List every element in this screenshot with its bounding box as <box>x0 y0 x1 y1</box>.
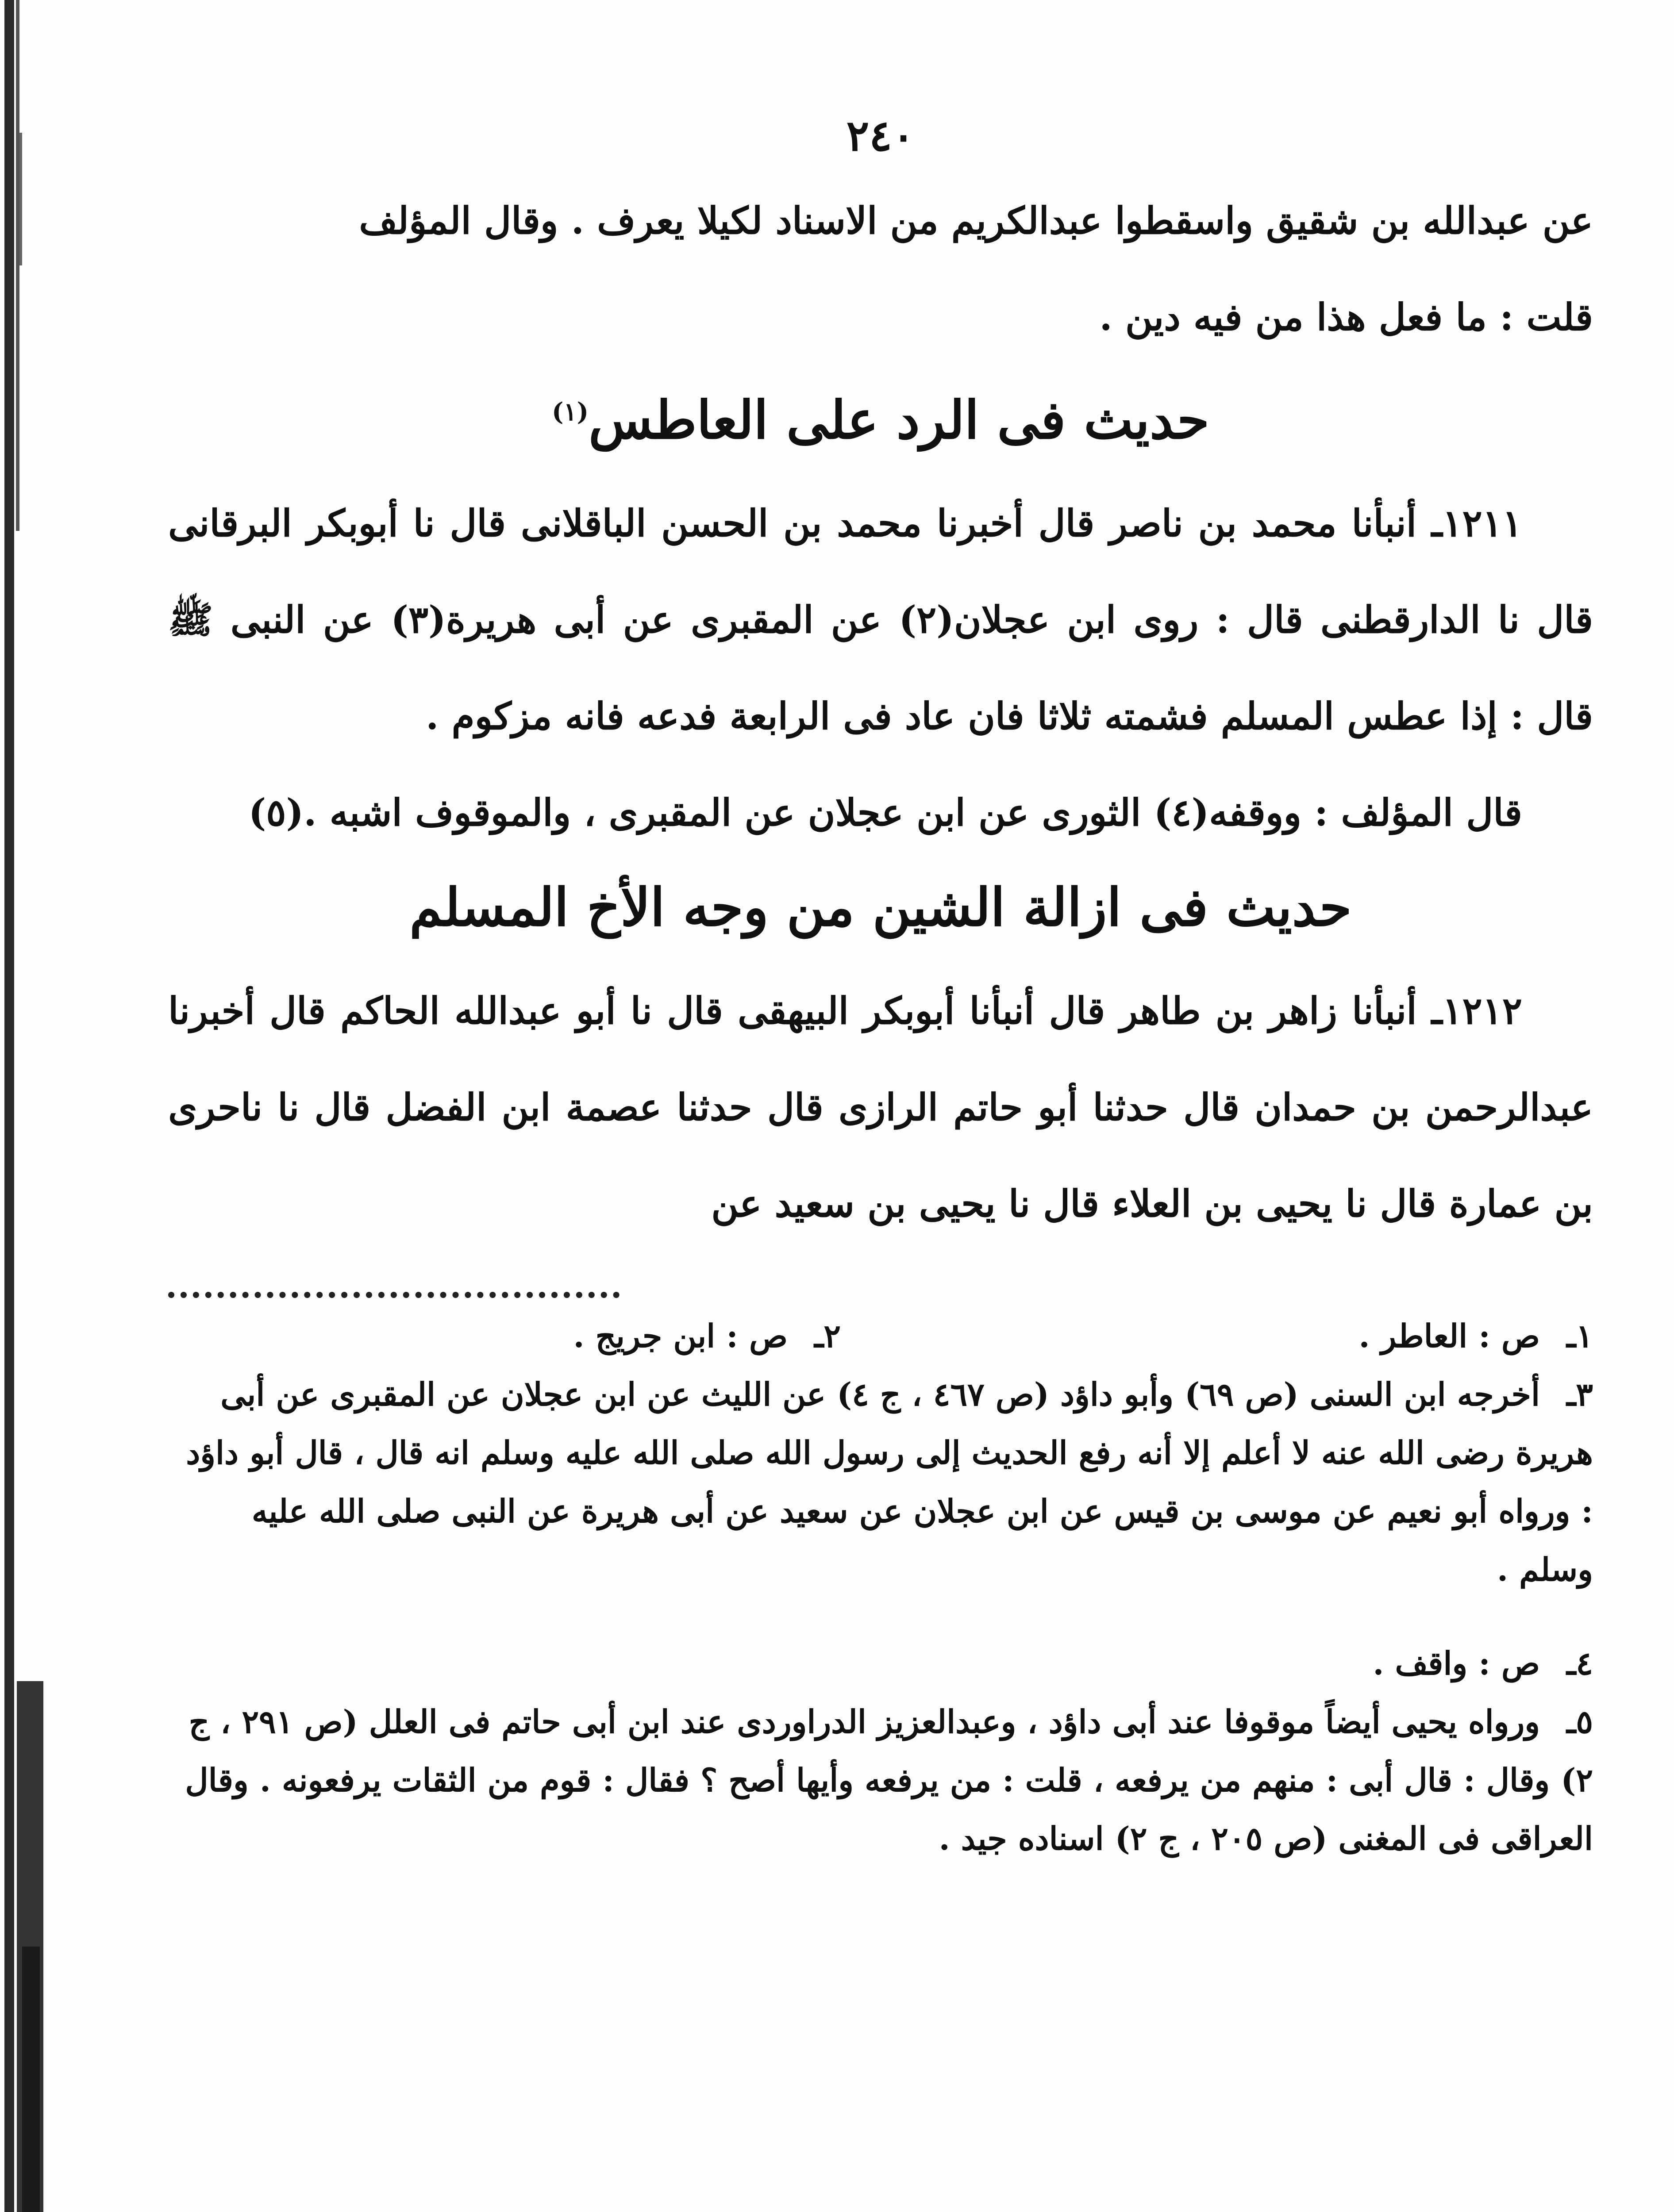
footnote-2-number: ٢ـ <box>814 1317 841 1355</box>
footnote-row-1-2 <box>168 1307 1593 1365</box>
section-heading-sneezer-text: حديث فى الرد على العاطس <box>589 389 1209 451</box>
scan-binding-edge <box>0 0 62 2212</box>
footnote-2-text: ص : ابن جريج . <box>573 1317 788 1355</box>
hadith-1211: ١٢١١ـ أنبأنا محمد بن ناصر قال أخبرنا محمد بن الحسن الباقلانى قال نا أبوبكر البرقانى قال نا الدارقطنى قال : روى ابن عجلان(٢) عن المقبرى عن أبى هريرة(٣) عن النبى ﷺ قال : إذا عطس المسلم فشمته ثلاثا فان عاد فى الرابعة فدعه فانه مزكوم . <box>168 501 1593 738</box>
footnote-1-number: ١ـ <box>1566 1317 1593 1355</box>
section-heading-sneezer <box>168 370 1593 462</box>
footnote-4-text: ص : واقف . <box>1373 1644 1540 1682</box>
footnote-3-number: ٣ـ <box>1566 1375 1593 1413</box>
page-number: ٢٤٠ <box>846 111 915 161</box>
footnote-3-text: أخرجه ابن السنى (ص ٦٩) وأبو داؤد (ص ٤٦٧ ، ج ٤) عن الليث عن ابن عجلان عن المقبرى عن أبى هريرة رضى الله عنه لا أعلم إلا أنه رفع الحديث إلى رسول الله صلى الله عليه وسلم انه قال ، قال أبو داؤد : ورواه أبو نعيم عن موسى بن قيس عن ابن عجلان عن سعيد عن أبى هريرة عن النبى صلى الله عليه وسلم . <box>186 1375 1593 1589</box>
footnote-4 <box>168 1634 1593 1693</box>
footnote-2 <box>573 1307 841 1365</box>
footnote-separator <box>168 1252 620 1298</box>
hadith-1212: ١٢١٢ـ أنبأنا زاهر بن طاهر قال أنبأنا أبوبكر البيهقى قال نا أبو عبدالله الحاكم قال أخبرنا عبدالرحمن بن حمدان قال حدثنا أبو حاتم الرازى قال حدثنا عصمة ابن الفضل قال نا ناحرى بن عمارة قال نا يحيى بن العلاء قال نا يحيى بن سعيد عن <box>168 989 1593 1226</box>
footnote-gap <box>168 1599 1593 1634</box>
footnote-3 <box>168 1365 1593 1599</box>
footnote-1 <box>841 1307 1593 1365</box>
document-page <box>168 0 1593 2212</box>
intro-line-1: عن عبدالله بن شقيق واسقطوا عبدالكريم من الاسناد لكيلا يعرف . وقال المؤلف <box>359 199 1593 242</box>
footnote-1-text: ص : العاطر . <box>1358 1317 1540 1355</box>
section-heading-sneezer-ref: (١) <box>552 397 589 426</box>
intro-paragraph <box>168 173 1593 365</box>
intro-line-2: قلت : ما فعل هذا من فيه دين . <box>1099 295 1593 339</box>
author-comment-1211: قال المؤلف : ووقفه(٤) الثورى عن ابن عجلان عن المقبرى ، والموقوف اشبه .(٥) <box>248 791 1522 835</box>
footnote-5-text: ورواه يحيى أيضاً موقوفا عند أبى داؤد ، وعبدالعزيز الدراوردى عند ابن أبى حاتم فى العلل (ص ٢٩١ ، ج ٢) وقال : قال أبى : منهم من يرفعه ، قلت : من يرفعه وأيها أصح ؟ فقال : قوم من الثقات يرفعونه . وقال العراقى فى المغنى (ص ٢٠٥ ، ج ٢) اسناده جيد . <box>185 1703 1593 1858</box>
footnote-4-number: ٤ـ <box>1566 1644 1593 1682</box>
footnote-5 <box>168 1693 1593 1868</box>
footnotes <box>168 1307 1593 1868</box>
section-heading-brother: حديث فى ازالة الشين من وجه الأخ المسلم <box>409 876 1352 938</box>
footnote-5-number: ٥ـ <box>1566 1703 1593 1741</box>
main-text <box>168 173 1593 1868</box>
